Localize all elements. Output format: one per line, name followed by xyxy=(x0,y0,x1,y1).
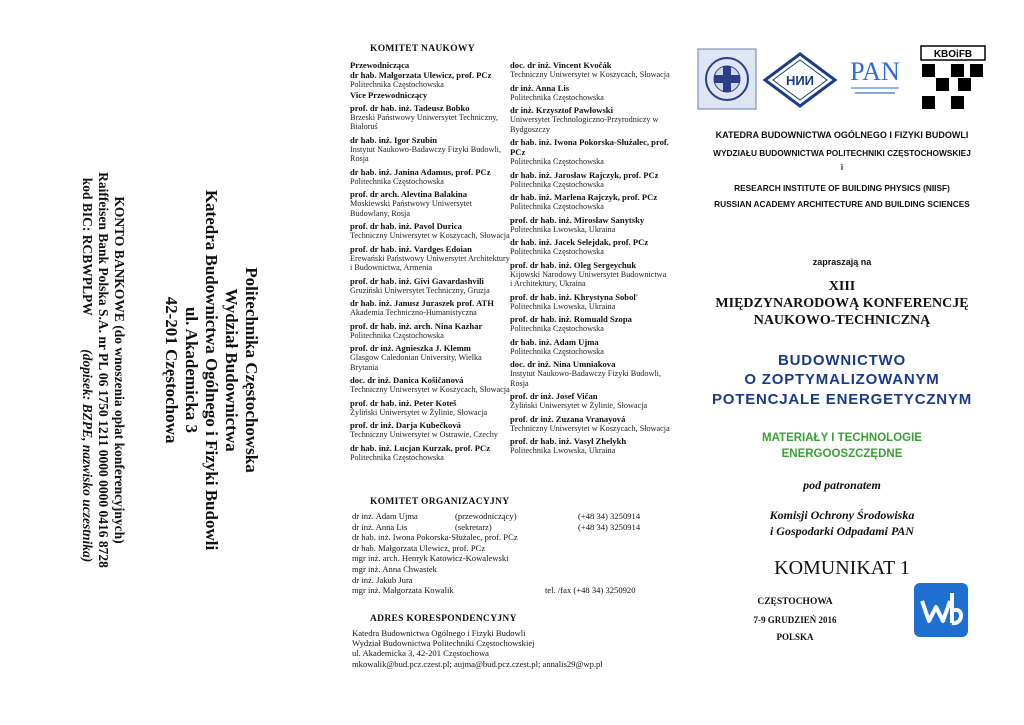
committee-member xyxy=(510,337,670,357)
member-name: dr hab. inż. Iwona Pokorska-Służalec, prof. PCz xyxy=(510,137,669,157)
committee-member xyxy=(510,414,670,434)
org-member-role: (przewodniczący) xyxy=(455,511,517,521)
committee-member xyxy=(510,260,670,289)
org-member-name: mgr inż. arch. Henryk Katowicz-Kowalewski xyxy=(352,553,509,564)
member-affiliation: Politechnika Częstochowska xyxy=(350,330,444,340)
subtitle-line-1: MATERIAŁY I TECHNOLOGIE xyxy=(762,432,922,444)
wb-logo xyxy=(914,583,968,637)
institution-line: Katedra Budownictwa Ogólnego i Fizyki Budowli xyxy=(202,189,221,551)
org-member-name: dr inż. Adam Ujma xyxy=(352,511,418,521)
nii-logo xyxy=(763,52,837,108)
member-affiliation: Uniwersytet Technologiczno-Przyrodniczy w Bydgoszczy xyxy=(510,115,659,134)
institution-line: Politechnika Częstochowska xyxy=(242,267,261,473)
committee-member xyxy=(510,83,670,103)
member-name: prof. dr hab. inż. Mirosław Sanytsky xyxy=(510,214,645,225)
committee-member xyxy=(350,244,510,273)
adres-line: ul. Akademicka 3, 42-201 Częstochowa xyxy=(352,648,489,658)
institution-line: 42-201 Częstochowa xyxy=(162,296,181,444)
member-affiliation: Politechnika Częstochowska xyxy=(510,157,604,166)
adres-line: Katedra Budownictwa Ogólnego i Fizyki Budowli xyxy=(352,628,526,638)
member-name: prof. dr inż. Josef Vičan xyxy=(510,391,598,401)
komisja-line-1: Komisji Ochrony Środowiska xyxy=(769,508,915,522)
committee-member xyxy=(350,135,510,164)
member-name: prof. dr hab. inż. Vardges Edoian xyxy=(350,243,472,254)
city: CZĘSTOCHOWA xyxy=(757,597,833,607)
member-affiliation: Politechnika Częstochowska xyxy=(350,452,444,462)
member-name: prof. dr hab. inż. Givi Gavardashvili xyxy=(350,275,484,286)
committee-member xyxy=(350,321,510,341)
member-name: prof. dr hab. inż. Oleg Sergeychuk xyxy=(510,259,637,270)
niisf-line: RESEARCH INSTITUTE OF BUILDING PHYSICS (NIISF) xyxy=(734,183,950,193)
member-name: prof. dr hab. inż. Romuald Szopa xyxy=(510,314,632,324)
komitet-col-1 xyxy=(350,60,510,465)
subtitle-line-2: ENERGOOSZCZĘDNE xyxy=(781,448,903,460)
member-name: dr hab. inż. Jarosław Rajczyk, prof. PCz xyxy=(510,169,659,180)
member-affiliation: Politechnika Częstochowska xyxy=(510,179,604,189)
left-panel xyxy=(40,172,300,568)
chair-name: dr hab. Małgorzata Ulewicz, prof. PCz xyxy=(350,70,492,80)
member-affiliation: Politechnika Częstochowska xyxy=(350,176,444,186)
member-affiliation: Politechnika Lwowska, Ukraina xyxy=(510,301,616,311)
conf-line-3: NAUKOWO-TECHNICZNĄ xyxy=(753,313,931,328)
member-affiliation: Techniczny Uniwersytet w Ostrawie, Czechy xyxy=(350,430,498,439)
bank-account: Raiffeisen Bank Polska S.A. nr PL 06 1750 1211 0000 0000 0416 8728 xyxy=(96,172,111,568)
member-name: prof. dr hab. inż. arch. Nina Kazhar xyxy=(350,320,483,331)
date: 7-9 GRUDZIEŃ 2016 xyxy=(753,615,837,625)
adres-title: ADRES KORESPONDENCYJNY xyxy=(370,614,517,624)
katedra-line: KATEDRA BUDOWNICTWA OGÓLNEGO I FIZYKI BUDOWLI xyxy=(715,130,969,140)
country: POLSKA xyxy=(776,632,814,642)
member-affiliation: Kijowski Narodowy Uniwersytet Budownictwa i Architektury, Ukraina xyxy=(510,269,667,288)
committee-member xyxy=(350,398,510,418)
member-affiliation: Techniczny Uniwersytet w Koszycach, Słowacja xyxy=(510,70,670,79)
committee-member xyxy=(510,292,670,312)
vice-label: Vice Przewodniczący xyxy=(350,89,428,100)
bank-code xyxy=(79,90,95,650)
rotated-address-block xyxy=(79,90,261,650)
org-member-phone: (+48 34) 3250914 xyxy=(578,521,641,532)
committee-member xyxy=(510,314,670,334)
member-name: doc. dr inż. Nina Umniakova xyxy=(510,359,616,369)
org-member-name: dr hab. inż. Iwona Pokorska-Służalec, prof. PCz xyxy=(352,532,518,543)
member-affiliation: Moskiewski Państwowy Uniwersytet Budowlany, Rosja xyxy=(350,199,472,218)
committee-member xyxy=(510,237,670,257)
member-name: prof. dr inż. Darja Kubečková xyxy=(350,420,461,430)
member-affiliation: Politechnika Częstochowska xyxy=(510,346,604,356)
committee-member xyxy=(510,436,670,456)
committee-member xyxy=(510,137,670,167)
member-name: dr hab. inż. Janusz Juraszek prof. ATH xyxy=(350,298,494,308)
pan-logo xyxy=(845,50,905,106)
kboifb-logo xyxy=(918,44,988,114)
committee-member xyxy=(350,167,510,187)
komitet-col-2 xyxy=(510,60,670,459)
committee-member xyxy=(510,192,670,212)
member-name: prof. dr hab. inż. Peter Koteš xyxy=(350,397,457,408)
member-name: doc. dr inż. Danica Košičanová xyxy=(350,375,464,385)
member-affiliation: Żyliński Uniwersytet w Żylinie, Słowacja xyxy=(510,401,648,410)
patronat: pod patronatem xyxy=(803,478,881,492)
komitet-naukowy-title: KOMITET NAUKOWY xyxy=(370,44,475,54)
bank-note: (dopisek: BZPE, nazwisko uczestnika) xyxy=(80,349,95,563)
org-member-phone: tel. /fax (+48 34) 3250920 xyxy=(545,585,636,596)
komisja-line-2: i Gospodarki Odpadami PAN xyxy=(769,524,915,538)
institution-line: ul. Akademicka 3 xyxy=(182,306,201,434)
wydzial-line: WYDZIAŁU BUDOWNICTWA POLITECHNIKI CZĘSTOCHOWSKIEJ xyxy=(713,148,971,158)
member-name: dr hab. inż. Adam Ujma xyxy=(510,336,599,347)
member-affiliation: Politechnika Częstochowska xyxy=(510,324,604,333)
committee-member xyxy=(350,343,510,372)
bank-bic: kod BIC: RCBWPLPW xyxy=(80,177,95,316)
member-name: dr inż. Anna Lis xyxy=(510,82,570,93)
komitet-organizacyjny-title: KOMITET ORGANIZACYJNY xyxy=(370,497,510,507)
member-affiliation: Żyliński Uniwersytet w Żylinie, Słowacja xyxy=(350,407,488,417)
member-name: prof. dr arch. Alevtina Balakina xyxy=(350,189,467,199)
politechnika-logo xyxy=(697,48,757,110)
org-member-name: dr inż. Jakub Jura xyxy=(352,574,413,585)
org-member-name: dr inż. Anna Lis xyxy=(352,521,408,532)
title-line-2: O ZOPTYMALIZOWANYM xyxy=(744,371,940,388)
raabs-line: RUSSIAN ACADEMY ARCHITECTURE AND BUILDING SCIENCES xyxy=(714,199,970,209)
member-name: dr inż. Krzysztof Pawłowski xyxy=(510,105,613,115)
member-affiliation: Brzeski Państwowy Uniwersytet Techniczny, Białoruś xyxy=(350,112,498,131)
member-name: prof. dr inż. Agnieszka J. Klemm xyxy=(350,343,471,353)
committee-member xyxy=(510,105,670,134)
member-name: dr hab. inż. Lucjan Kurzak, prof. PCz xyxy=(350,442,491,453)
member-affiliation: Akademia Techniczno-Humanistyczna xyxy=(350,308,477,317)
member-name: dr hab. inż. Jacek Selejdak, prof. PCz xyxy=(510,237,649,247)
kboifb-logo-text: KBOiFB xyxy=(933,49,973,60)
member-name: doc. dr inż. Vincent Kvočák xyxy=(510,60,612,70)
committee-member xyxy=(510,391,670,411)
member-affiliation: Glasgow Caledonian University, Wielka Brytania xyxy=(350,353,482,372)
member-affiliation: Politechnika Częstochowska xyxy=(510,202,604,211)
member-affiliation: Instytut Naukowo-Badawczy Fizyki Budowli, Rosja xyxy=(510,369,661,388)
member-affiliation: Instytut Naukowo-Badawczy Fizyki Budowli, Rosja xyxy=(350,144,501,163)
num-line: i xyxy=(840,163,844,172)
member-name: prof. dr hab. inż. Pavol Durica xyxy=(350,221,462,231)
committee-member xyxy=(350,276,510,296)
committee-member xyxy=(350,375,510,395)
member-affiliation: Techniczny Uniwersytet w Koszycach, Słowacja xyxy=(510,423,670,433)
committee-member xyxy=(350,221,510,241)
adres-emails: mkowalik@bud.pcz.czest.pl; aujma@bud.pcz.czest.pl; annalis29@wp.pl xyxy=(352,659,603,669)
member-name: prof. dr inż. Zuzana Vranayová xyxy=(510,413,626,424)
member-affiliation: Erewański Państwowy Uniwersytet Architektury i Budownictwa, Armenia xyxy=(350,253,510,272)
pan-logo-text: PAN xyxy=(850,57,900,86)
committee-member xyxy=(350,443,510,463)
org-member-phone: (+48 34) 3250914 xyxy=(578,511,641,521)
member-name: prof. dr hab. inż. Vasyl Zhelykh xyxy=(510,436,627,446)
org-member-role: (sekretarz) xyxy=(455,521,492,532)
komunikat: KOMUNIKAT 1 xyxy=(774,557,910,579)
committee-member xyxy=(350,189,510,218)
member-affiliation: Politechnika Lwowska, Ukraina xyxy=(510,224,616,234)
member-affiliation: Gruziński Uniwersytet Techniczny, Gruzja xyxy=(350,285,490,295)
chair-aff: Politechnika Częstochowska xyxy=(350,80,444,89)
committee-member xyxy=(510,215,670,235)
org-member-name: dr hab. Małgorzata Ulewicz, prof. PCz xyxy=(352,542,486,553)
chair-label: Przewodnicząca xyxy=(350,60,410,70)
member-affiliation: Politechnika Częstochowska xyxy=(510,92,604,102)
committee-member xyxy=(350,298,510,318)
zapraszaja: zapraszają na xyxy=(812,257,872,267)
member-name: prof. dr hab. inż. Khrystyna Sobol' xyxy=(510,291,639,302)
nii-logo-text: НИИ xyxy=(785,73,815,88)
org-member-name: mgr inż. Anna Chwastek xyxy=(352,564,437,574)
conf-number: XIII xyxy=(828,279,856,294)
committee-member xyxy=(510,170,670,190)
member-affiliation: Politechnika Częstochowska xyxy=(510,247,604,256)
member-name: dr hab. inż. Marlena Rajczyk, prof. PCz xyxy=(510,192,658,202)
member-name: prof. dr hab. inż. Tadeusz Bobko xyxy=(350,102,470,113)
committee-member xyxy=(350,103,510,132)
committee-member xyxy=(350,420,510,440)
committee-member xyxy=(510,359,670,388)
adres-line: Wydział Budownictwa Politechniki Częstochowskiej xyxy=(352,638,535,648)
title-line-3: POTENCJALE ENERGETYCZNYM xyxy=(711,391,973,408)
conf-line-2: MIĘDZYNARODOWĄ KONFERENCJĘ xyxy=(715,296,969,311)
committee-member xyxy=(510,60,670,80)
member-affiliation: Politechnika Lwowska, Ukraina xyxy=(510,446,616,455)
member-name: dr hab. inż. Janina Adamus, prof. PCz xyxy=(350,166,491,177)
member-affiliation: Techniczny Uniwersytet w Koszycach, Słowacja xyxy=(350,385,510,394)
member-affiliation: Techniczny Uniwersytet w Koszycach, Słowacja xyxy=(350,231,510,240)
bank-title: KONTO BANKOWE (do wnoszenia opłat konferencyjnych) xyxy=(112,196,127,544)
member-name: dr hab. inż. Igor Szubin xyxy=(350,134,438,145)
institution-line: Wydział Budownictwa xyxy=(222,288,241,452)
org-member-name: mgr inż. Małgorzata Kowalik xyxy=(352,585,454,596)
title-line-1: BUDOWNICTWO xyxy=(778,352,906,369)
